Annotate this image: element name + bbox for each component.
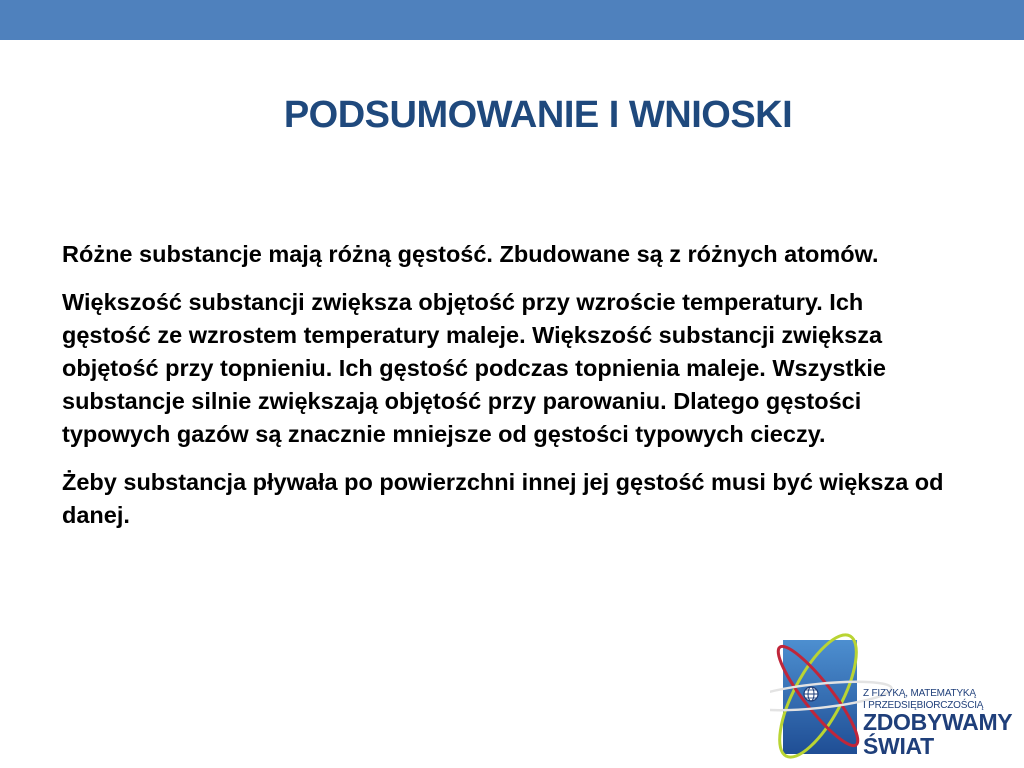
logo-tagline-line-2: I PRZEDSIĘBIORCZOŚCIĄ [863,700,984,711]
paragraph-1: Różne substancje mają różną gęstość. Zbudowane są z różnych atomów. [62,241,879,267]
logo-wordmark [863,710,1012,758]
top-accent-bar [0,0,1024,40]
paragraph-3: Żeby substancja pływała po powierzchni innej jej gęstość musi być większa od danej. [62,469,944,528]
paragraph-2: Większość substancji zwiększa objętość przy wzroście temperatury. Ich gęstość ze wzrostem temperatury maleje. Większość substancji zwiększa objętość przy topnieniu. Ich gęstość podczas topnienia maleje. Wszystkie substancje silnie zwiększają objętość przy parowaniu. Dlatego gęstości typowych gazów są znacznie mniejsze od gęstości typowych cieczy. [62,289,886,447]
logo-wordmark-line-2: ŚWIAT [863,733,934,759]
logo-wordmark-line-1: ZDOBYWAMY [863,709,1013,735]
project-logo [770,622,1024,762]
logo-tagline-line-1: Z FIZYKĄ, MATEMATYKĄ [863,688,976,699]
slide-body [62,238,952,547]
slide-title: PODSUMOWANIE I WNIOSKI [283,94,793,136]
globe-icon [804,687,818,701]
